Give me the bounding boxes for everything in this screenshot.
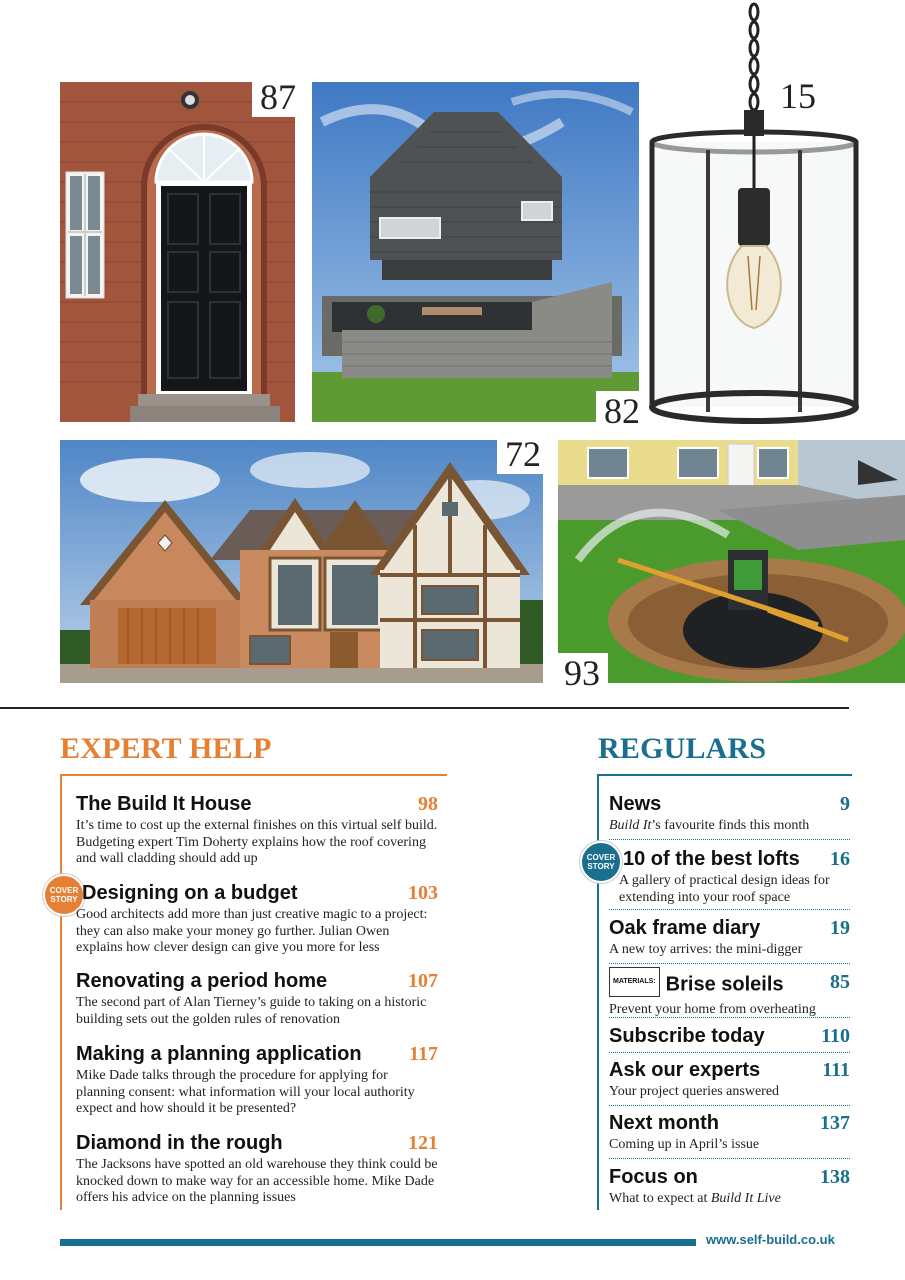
regulars-item[interactable]: [609, 1111, 850, 1154]
expert-item-title: Renovating a period home: [76, 970, 328, 992]
slate-house-photo[interactable]: [312, 82, 639, 422]
door-page-number: 87: [252, 77, 304, 117]
slate-house-image: [312, 82, 639, 422]
expert-help-heading: EXPERT HELP: [60, 732, 272, 765]
regulars-item[interactable]: [619, 847, 850, 906]
expert-item[interactable]: [76, 881, 438, 957]
regulars-separator: [609, 1052, 850, 1053]
expert-item-page: 107: [408, 970, 438, 992]
regulars-separator: [609, 1105, 850, 1106]
pendant-lamp-page-number: 15: [772, 76, 824, 116]
expert-item-desc: It’s time to cost up the external finishes on this virtual self build. Budgeting expert Tim Doherty explains how the roof covering and wall cladding should add up: [76, 818, 438, 866]
expert-item[interactable]: [76, 969, 438, 1028]
regulars-item-desc-text: ’s favourite finds this month: [651, 818, 810, 833]
regulars-item-title: Focus on: [609, 1166, 698, 1188]
regulars-separator: [609, 839, 850, 840]
rainwater-tank-page-number: 93: [556, 653, 608, 693]
regulars-item-page: 138: [820, 1166, 850, 1188]
expert-item-page: 121: [408, 1132, 438, 1154]
regulars-item[interactable]: [609, 1165, 850, 1208]
website-link[interactable]: www.self-build.co.uk: [706, 1232, 835, 1247]
regulars-item[interactable]: [609, 792, 850, 835]
regulars-item-page: 19: [830, 917, 850, 939]
expert-item[interactable]: [76, 792, 438, 868]
expert-item-page: 98: [418, 793, 438, 815]
event-name: Build It Live: [710, 1191, 781, 1206]
regulars-item-title: [609, 970, 850, 1000]
regulars-item-page: 9: [840, 793, 850, 815]
regulars-item-desc: A gallery of practical design ideas for extending into your roof space: [619, 873, 830, 905]
regulars-item-title: Subscribe today: [609, 1025, 765, 1047]
expert-item-desc: The Jacksons have spotted an old warehouse they think could be knocked down to make way for an accessible home. Mike Dade offers his advice on the planning issues: [76, 1157, 438, 1205]
regulars-separator: [609, 1017, 850, 1018]
regulars-item-title: Ask our experts: [609, 1059, 761, 1081]
regulars-item-desc-text: What to expect at: [609, 1191, 711, 1206]
expert-item-page: 117: [409, 1043, 438, 1065]
pendant-lamp-image: [648, 0, 860, 432]
regulars-separator: [609, 963, 850, 964]
regulars-item[interactable]: [609, 1058, 850, 1101]
regulars-item-page: 137: [820, 1112, 850, 1134]
regulars-item-title: 10 of the best lofts: [623, 848, 800, 870]
rainwater-tank-photo[interactable]: [558, 440, 905, 683]
materials-tag: MATERIALS:: [609, 967, 660, 997]
expert-item[interactable]: [76, 1131, 438, 1207]
regulars-item-desc: A new toy arrives: the mini-digger: [609, 942, 803, 957]
regulars-heading: REGULARS: [598, 732, 767, 765]
expert-item-desc: The second part of Alan Tierney’s guide to taking on a historic building sets out the golden rules of renovation: [76, 995, 427, 1027]
door-image: [60, 82, 295, 422]
badge-line2: STORY: [587, 862, 615, 871]
expert-item-title: Designing on a budget: [82, 882, 298, 904]
regulars-item-page: 85: [830, 971, 850, 993]
regulars-separator: [609, 1158, 850, 1159]
regulars-item-page: 16: [830, 848, 850, 870]
expert-item[interactable]: [76, 1042, 438, 1118]
regulars-separator: [609, 909, 850, 910]
regulars-item[interactable]: [609, 970, 850, 1019]
regulars-item-desc: [609, 818, 850, 835]
section-divider: [0, 707, 849, 709]
tudor-house-photo[interactable]: [60, 440, 543, 683]
expert-item-title: Diamond in the rough: [76, 1132, 283, 1154]
door-photo[interactable]: [60, 82, 295, 422]
regulars-item-page: 111: [822, 1059, 850, 1081]
badge-line1: COVER: [586, 853, 616, 862]
expert-item-title: The Build It House: [76, 793, 252, 815]
regulars-item-title: Next month: [609, 1112, 719, 1134]
expert-item-desc: Mike Dade talks through the procedure for applying for planning consent: what information will your local authority expect and how should it be presented?: [76, 1068, 415, 1116]
regulars-item[interactable]: [609, 1024, 850, 1048]
regulars-item-desc: Prevent your home from overheating: [609, 1002, 816, 1017]
regulars-item-title: News: [609, 793, 662, 815]
regulars-item[interactable]: [609, 916, 850, 959]
regulars-item-page: 110: [821, 1025, 850, 1047]
regulars-item-desc: Coming up in April’s issue: [609, 1137, 760, 1152]
expert-item-title: Making a planning application: [76, 1043, 362, 1065]
regulars-item-title-text: Brise soleils: [665, 973, 784, 996]
expert-item-page: 103: [408, 882, 438, 904]
regulars-item-desc: [609, 1191, 850, 1208]
pendant-lamp-photo[interactable]: [648, 0, 860, 432]
rainwater-tank-image: [558, 440, 905, 683]
footer-bar: [60, 1239, 696, 1246]
badge-line2: STORY: [50, 895, 78, 904]
badge-line1: COVER: [49, 886, 79, 895]
magazine-name: Build It: [609, 818, 652, 833]
tudor-house-image: [60, 440, 543, 683]
expert-item-desc: Good architects add more than just creative magic to a project: they can also make your money go further. Julian Owen explains how clever design can give you more for less: [76, 907, 428, 955]
regulars-item-title: Oak frame diary: [609, 917, 761, 939]
tudor-house-page-number: 72: [497, 434, 549, 474]
slate-house-page-number: 82: [596, 391, 648, 431]
regulars-item-desc: Your project queries answered: [609, 1084, 780, 1099]
